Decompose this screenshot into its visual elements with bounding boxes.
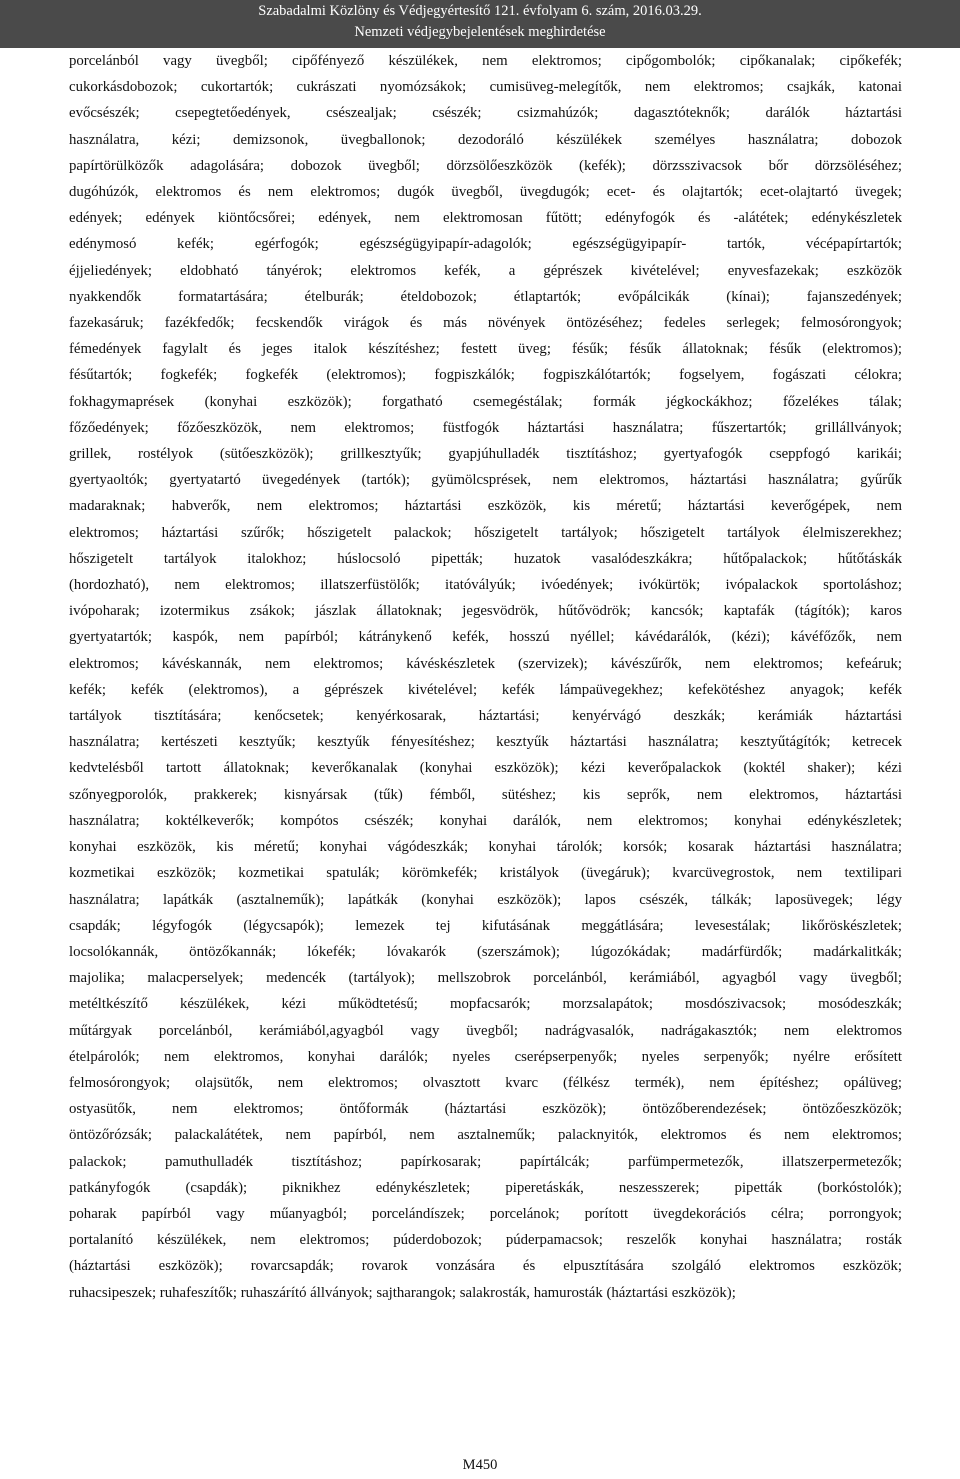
text-line: edények; edények kiöntőcsőrei; edények, nem elektromosan fűtött; edényfogók és -alátétek; edénykészletek xyxy=(69,210,902,227)
text-line: kefék; kefék (elektromos), a géprészek kivételével; kefék lámpaüvegekhez; kefekötéshez anyagok; kefék xyxy=(69,681,902,698)
text-line: fémedények fagylalt és jeges italok készítéshez; festett üveg; fésűk; fésűk állatoknak; fésűk (elektromos); xyxy=(69,341,902,358)
text-line: poharak papírból vagy műanyagból; porcelándíszek; porcelánok; porított üvegdekorációs célra; porrongyok; xyxy=(69,1205,902,1222)
text-line: tartályok tisztítására; kenőcsetek; kenyérkosarak, háztartási; kenyérvágó deszkák; kerámiák háztartási xyxy=(69,708,902,725)
text-line: fésűtartók; fogkefék; fogkefék (elektromos); fogpiszkálók; fogpiszkálótartók; fogselyem, fogászati célokra; xyxy=(69,367,902,384)
text-line: madaraknak; habverők, nem elektromos; háztartási eszközök, kis méretű; háztartási keverőgépek, nem xyxy=(69,498,902,515)
text-line: portalanító készülékek, nem elektromos; púderdobozok; púderpamacsok; reszelők konyhai használatra; rosták xyxy=(69,1232,902,1249)
text-line: metéltkészítő készülékek, kézi működtetésű; mopfacsarók; morzsalapátok; mosdószivacsok; mosódeszkák; xyxy=(69,996,902,1013)
text-line: használatra, kézi; demizsonok, üvegballonok; dezodoráló készülékek személyes használatra; dobozok xyxy=(69,131,902,148)
text-line: edénymosó kefék; egérfogók; egészségügyipapír-adagolók; egészségügyipapír- tartók, vécépapírtartók; xyxy=(69,236,902,253)
page-header xyxy=(0,0,960,48)
text-line: ruhacsipeszek; ruhafeszítők; ruhaszárító állványok; sajtharangok; salakrosták, hamurosták (háztartási eszközök); xyxy=(69,1284,736,1301)
text-line: ostyasütők, nem elektromos; öntőformák (háztartási eszközök); öntözőberendezések; öntözőeszközök; xyxy=(69,1101,902,1118)
body-text xyxy=(69,48,902,1306)
text-line: dugóhúzók, elektromos és nem elektromos; dugók üvegből, üvegdugók; ecet- és olajtartók; ecet-olajtartó üvegek; xyxy=(69,184,902,201)
text-line: (háztartási eszközök); rovarcsapdák; rovarok vonzására és elpusztítására szolgáló elektromos eszközök; xyxy=(69,1258,902,1275)
text-line: evőcsészék; csepegtetőedények, csészealjak; csészék; csizmahúzók; dagasztóteknők; darálók háztartási xyxy=(69,105,902,122)
text-line: locsolókannák, öntözőkannák; lókefék; lóvakarók (szerszámok); lúgozókádak; madárfürdők; madárkalitkák; xyxy=(69,943,902,960)
text-line: elektromos; kávéskannák, nem elektromos; kávéskészletek (szervizek); kávészűrők, nem elektromos; kefeáruk; xyxy=(69,655,902,672)
text-line: konyhai eszközök, kis méretű; konyhai vágódeszkák; konyhai tárolók; korsók; kosarak háztartási használatra; xyxy=(69,839,902,856)
text-line: (hordozható), nem elektromos; illatszerfüstölők; itatóvályúk; ivóedények; ivókürtök; ivópalackok sportoláshoz; xyxy=(69,577,902,594)
text-line: papírtörülközők adagolására; dobozok üvegből; dörzsölőeszközök (kefék); dörzsszivacsok bőr dörzsöléséhez; xyxy=(69,157,902,174)
text-line: használatra; kertészeti kesztyűk; kesztyűk fényesítéshez; kesztyűk háztartási használatra; kesztyűtágítók; ketrecek xyxy=(69,734,902,751)
text-line: használatra; lapátkák (asztalneműk); lapátkák (konyhai eszközök); lapos csészék, tálkák; laposüvegek; légy xyxy=(69,891,902,908)
text-line: csapdák; légyfogók (légycsapók); lemezek tej kifutásának meggátlására; levesestálak; likőröskészletek; xyxy=(69,917,902,934)
text-line: kedvtelésből tartott állatoknak; keverőkanalak (konyhai eszközök); kézi keverőpalackok (koktél shaker); kézi xyxy=(69,760,902,777)
text-line: fazekasáruk; fazékfedők; fecskendők virágok és más növények öntözéséhez; fedeles serlegek; felmosórongyok; xyxy=(69,315,902,332)
text-line: porcelánból vagy üvegből; cipőfényező készülékek, nem elektromos; cipőgombolók; cipőkanalak; cipőkefék; xyxy=(69,53,902,69)
text-line: majolika; malacperselyek; medencék (tartályok); mellszobrok porcelánból, kerámiából, agyagból vagy üvegből; xyxy=(69,970,902,987)
page-number: M450 xyxy=(462,1457,498,1473)
text-line: grillek, rostélyok (sütőeszközök); grillkesztyűk; gyapjúhulladék tisztításhoz; gyertyafogók cseppfogó karikái; xyxy=(69,446,902,463)
text-line: éjjeliedények; eldobható tányérok; elektromos kefék, a géprészek kivételével; enyvesfazekak; eszközök xyxy=(69,262,902,279)
text-line: gyertyatartók; kaspók, nem papírból; kátránykenő kefék, hosszú nyéllel; kávédarálók, (kézi); kávéfőzők, nem xyxy=(69,629,902,646)
text-line: palackok; pamuthulladék tisztításhoz; papírkosarak; papírtálcák; parfümpermetezők, illatszerpermetezők; xyxy=(69,1153,902,1170)
text-line: fokhagymaprések (konyhai eszközök); forgatható csemegéstálak; formák jégkockákhoz; főzelékes tálak; xyxy=(69,393,902,410)
text-line: felmosórongyok; olajsütők, nem elektromos; olvasztott kvarc (félkész termék), nem építéshez; opálüveg; xyxy=(69,1074,902,1091)
text-line: gyertyaoltók; gyertyatartó üvegedények (tartók); gyümölcsprések, nem elektromos, háztartási használatra; gyűrűk xyxy=(69,472,902,489)
text-line: cukorkásdobozok; cukortartók; cukrászati nyomózsákok; cumisüveg-melegítők, nem elektromos; csajkák, katonai xyxy=(69,79,902,96)
text-line: ételpárolók; nem elektromos, konyhai darálók; nyeles cserépserpenyők; nyeles serpenyők; nyélre erősített xyxy=(69,1048,902,1065)
text-line: hőszigetelt tartályok italokhoz; húslocsoló pipetták; huzatok vasalódeszkákra; hűtőpalackok; hűtőtáskák xyxy=(69,550,902,567)
text-line: kozmetikai eszközök; kozmetikai spatulák; körömkefék; kristályok (üvegáruk); kvarcüvegrostok, nem textilipari xyxy=(69,865,902,882)
text-line: használatra; koktélkeverők; kompótos csészék; konyhai darálók, nem elektromos; konyhai edénykészletek; xyxy=(69,812,902,829)
text-line: szőnyegporolók, prakkerek; kisnyársak (tűk) fémből, sütéshez; kis seprők, nem elektromos, háztartási xyxy=(69,786,902,803)
text-line: nyakkendők formatartására; ételburák; ételdobozok; étlaptartók; evőpálcikák (kínai); fajanszedények; xyxy=(69,288,902,305)
header-publication-title: Szabadalmi Közlöny és Védjegyértesítő 121. évfolyam 6. szám, 2016.03.29. xyxy=(258,3,702,19)
text-line: öntözőrózsák; palackalátétek, nem papírból, nem asztalneműk; palacknyitók, elektromos és nem elektromos; xyxy=(69,1127,902,1144)
text-line: elektromos; háztartási szűrők; hőszigetelt palackok; hőszigetelt tartályok; hőszigetelt tartályok élelmiszerekhez; xyxy=(69,524,902,541)
text-line: műtárgyak porcelánból, kerámiából,agyagból vagy üvegből; nadrágvasalók, nadrágakasztók; nem elektromos xyxy=(69,1022,902,1039)
text-line: ivópoharak; izotermikus zsákok; jászlak állatoknak; jegesvödrök, hűtővödrök; kancsók; kaptafák (tágítók); karos xyxy=(69,603,902,620)
text-line: főzőedények; főzőeszközök, nem elektromos; füstfogók háztartási használatra; fűszertartók; grillállványok; xyxy=(69,419,902,436)
header-section-title: Nemzeti védjegybejelentések meghirdetése xyxy=(354,24,606,40)
text-line: patkányfogók (csapdák); piknikhez edénykészletek; piperetáskák, neszesszerek; pipetták (borkóstolók); xyxy=(69,1179,902,1196)
